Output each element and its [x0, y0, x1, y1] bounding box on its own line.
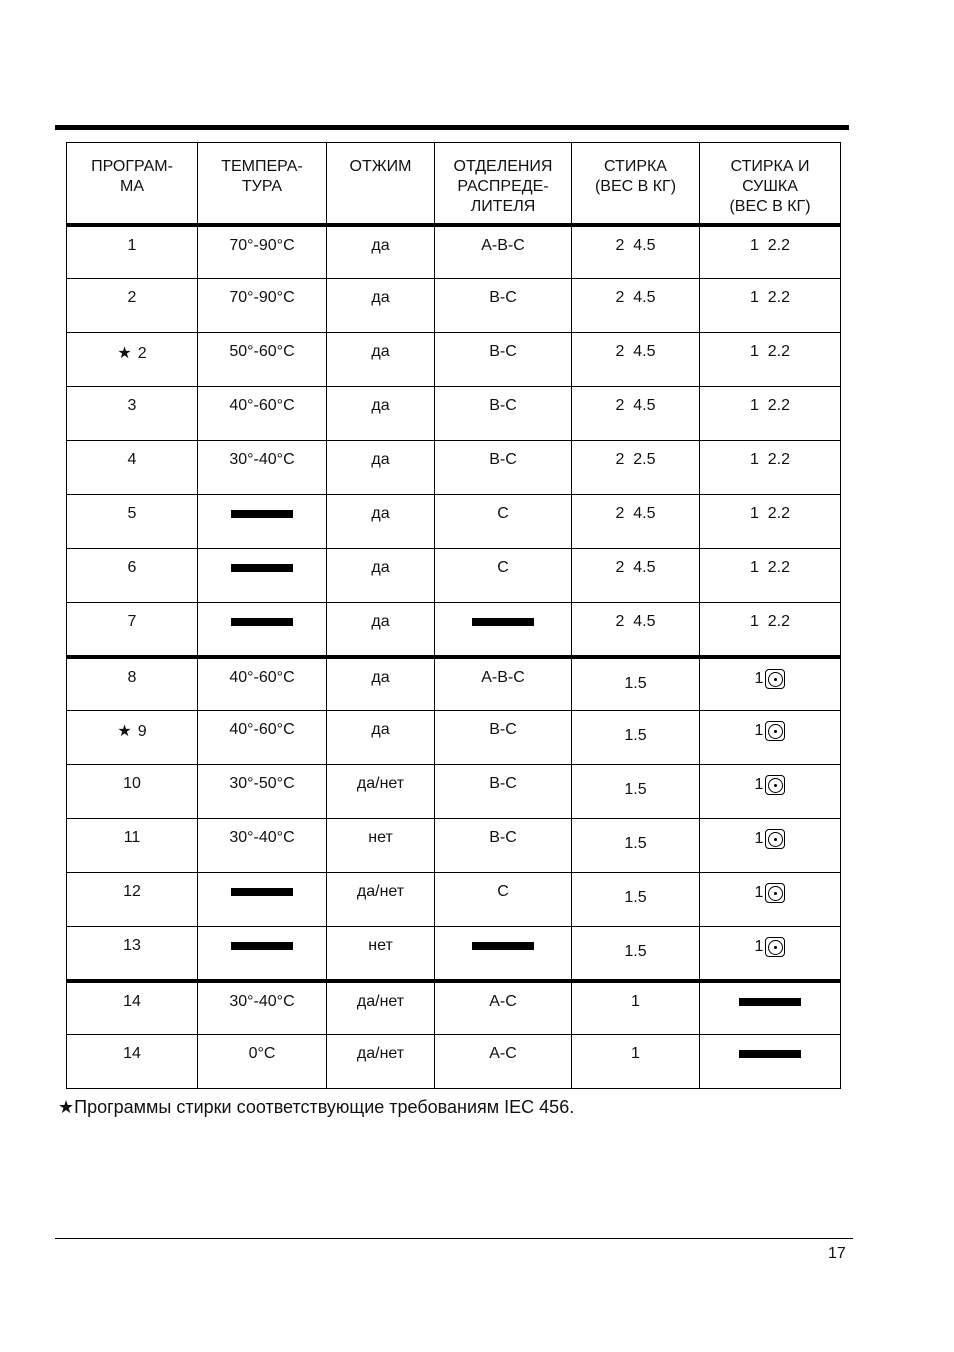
spin-value: да/нет: [356, 992, 405, 1010]
program-number: 11: [123, 829, 141, 846]
spin-value: да: [371, 289, 390, 306]
cell-spin: [327, 981, 435, 1035]
dryer-timer-icon: [765, 883, 785, 903]
header-program: ПРОГРАМ- МА: [67, 143, 198, 225]
compartments-value: A-C: [489, 1045, 517, 1062]
cell-spin: [327, 603, 435, 657]
cell-program: [67, 657, 198, 711]
spin-value: да: [371, 343, 390, 360]
spin-value: да: [371, 236, 390, 254]
program-number: 2: [137, 345, 147, 362]
table-row: [67, 279, 841, 333]
table-row: [67, 441, 841, 495]
footnote-text: Программы стирки соответствующие требованиям IEC 456.: [74, 1097, 575, 1117]
spin-value: да/нет: [356, 1045, 405, 1062]
cell-temperature: [198, 981, 327, 1035]
table-row: [67, 981, 841, 1035]
cell-wash-dry-load: [700, 657, 841, 711]
cell-wash-load: [572, 333, 700, 387]
table-row: [67, 927, 841, 981]
not-applicable-bar: [739, 1050, 801, 1058]
table-row: [67, 711, 841, 765]
star-icon: ★: [117, 723, 132, 740]
wash-load-value: 2 4.5: [615, 613, 656, 630]
cell-compartments: [435, 549, 572, 603]
table-row: [67, 225, 841, 279]
cell-spin: [327, 711, 435, 765]
wash-load-value: 1.5: [624, 943, 647, 960]
cell-wash-dry-load: [700, 603, 841, 657]
cell-spin: [327, 819, 435, 873]
program-number: 3: [127, 397, 137, 414]
dry-load-value: 1: [754, 722, 764, 739]
dry-load-value: 1 2.2: [749, 559, 791, 576]
compartments-value: B-C: [489, 397, 517, 414]
cell-temperature: [198, 711, 327, 765]
table-row: [67, 765, 841, 819]
wash-load-value: 2 4.5: [615, 397, 656, 414]
spin-value: да: [371, 559, 390, 576]
wash-load-value: 1.5: [624, 727, 647, 744]
dry-load-value: 1: [754, 669, 764, 687]
cell-wash-load: [572, 549, 700, 603]
table-row: [67, 495, 841, 549]
dry-load-value: 1: [754, 776, 764, 793]
program-number: 1: [127, 236, 137, 254]
cell-spin: [327, 927, 435, 981]
cell-program: [67, 495, 198, 549]
wash-load-value: 2 4.5: [615, 505, 656, 522]
spin-value: да: [371, 397, 390, 414]
wash-load-value: 1.5: [624, 889, 647, 906]
cell-program: [67, 1035, 198, 1089]
not-applicable-bar: [231, 942, 293, 950]
cell-program: [67, 927, 198, 981]
cell-wash-load: [572, 225, 700, 279]
compartments-value: C: [497, 883, 509, 900]
program-number: 8: [127, 668, 137, 686]
compartments-value: A-C: [489, 992, 517, 1010]
cell-spin: [327, 765, 435, 819]
dry-load-value: 1: [754, 884, 764, 901]
cell-compartments: [435, 711, 572, 765]
cell-spin: [327, 657, 435, 711]
compartments-value: C: [497, 559, 509, 576]
cell-program: [67, 279, 198, 333]
dryer-timer-icon: [765, 775, 785, 795]
cell-temperature: [198, 225, 327, 279]
cell-temperature: [198, 765, 327, 819]
spin-value: да/нет: [356, 775, 405, 792]
cell-compartments: [435, 333, 572, 387]
table-row: [67, 819, 841, 873]
cell-program: [67, 981, 198, 1035]
header-compartments: ОТДЕЛЕНИЯ РАСПРЕДЕ- ЛИТЕЛЯ: [435, 143, 572, 225]
cell-spin: [327, 333, 435, 387]
table-row: [67, 1035, 841, 1089]
temperature-value: 70°-90°C: [229, 236, 295, 254]
cell-program: [67, 603, 198, 657]
header-wash-dry-load: СТИРКА И СУШКА (ВЕС В КГ): [700, 143, 841, 225]
cell-wash-load: [572, 927, 700, 981]
dry-load-value: 1: [754, 830, 764, 847]
wash-load-value: 2 4.5: [615, 343, 656, 360]
wash-load-value: 1.5: [624, 835, 647, 852]
cell-temperature: [198, 819, 327, 873]
header-wash-load: СТИРКА (ВЕС В КГ): [572, 143, 700, 225]
wash-load-value: 2 2.5: [615, 451, 656, 468]
cell-spin: [327, 495, 435, 549]
compartments-value: A-B-C: [481, 668, 525, 686]
wash-load-value: 2 4.5: [615, 559, 656, 576]
page-number: 17: [828, 1245, 846, 1262]
cell-program: [67, 333, 198, 387]
temperature-value: 0°C: [248, 1045, 276, 1062]
cell-wash-dry-load: [700, 981, 841, 1035]
dry-load-with-timer: [755, 883, 786, 903]
cell-wash-dry-load: [700, 873, 841, 927]
cell-wash-dry-load: [700, 711, 841, 765]
table-row: [67, 873, 841, 927]
cell-compartments: [435, 981, 572, 1035]
temperature-value: 30°-40°C: [229, 451, 295, 468]
cell-compartments: [435, 279, 572, 333]
dry-load-value: 1 2.2: [749, 343, 791, 360]
cell-wash-dry-load: [700, 279, 841, 333]
table-row: [67, 333, 841, 387]
dry-load-value: 1: [754, 938, 764, 955]
cell-program: [67, 387, 198, 441]
dry-load-value: 1 2.2: [749, 236, 791, 254]
temperature-value: 40°-60°C: [229, 668, 295, 686]
cell-compartments: [435, 765, 572, 819]
cell-wash-dry-load: [700, 225, 841, 279]
wash-load-value: 1.5: [624, 781, 647, 798]
cell-spin: [327, 225, 435, 279]
cell-compartments: [435, 657, 572, 711]
cell-compartments: [435, 495, 572, 549]
dry-load-with-timer: [755, 937, 786, 957]
cell-spin: [327, 1035, 435, 1089]
temperature-value: 30°-40°C: [229, 992, 295, 1010]
cell-program: [67, 225, 198, 279]
dryer-timer-icon: [765, 721, 785, 741]
cell-temperature: [198, 441, 327, 495]
dry-load-value: 1 2.2: [749, 289, 791, 306]
not-applicable-bar: [231, 564, 293, 572]
compartments-value: B-C: [489, 829, 517, 846]
spin-value: нет: [368, 937, 393, 954]
cell-temperature: [198, 495, 327, 549]
cell-spin: [327, 441, 435, 495]
compartments-value: B-C: [489, 775, 517, 792]
star-icon: ★: [117, 345, 132, 362]
star-icon: ★: [58, 1097, 75, 1117]
spin-value: да/нет: [356, 883, 405, 900]
not-applicable-bar: [739, 998, 801, 1006]
cell-temperature: [198, 603, 327, 657]
dry-load-value: 1 2.2: [749, 505, 791, 522]
cell-wash-load: [572, 981, 700, 1035]
cell-wash-dry-load: [700, 765, 841, 819]
compartments-value: B-C: [489, 721, 517, 738]
cell-wash-dry-load: [700, 333, 841, 387]
cell-temperature: [198, 549, 327, 603]
dry-load-with-timer: [755, 669, 786, 689]
cell-wash-load: [572, 1035, 700, 1089]
table-row: [67, 549, 841, 603]
wash-load-value: 1: [631, 992, 640, 1010]
cell-compartments: [435, 1035, 572, 1089]
cell-spin: [327, 387, 435, 441]
wash-load-value: 1: [631, 1045, 640, 1062]
cell-compartments: [435, 387, 572, 441]
cell-wash-dry-load: [700, 549, 841, 603]
cell-program: [67, 711, 198, 765]
dry-load-value: 1 2.2: [749, 451, 791, 468]
table-row: [67, 387, 841, 441]
wash-load-value: 2 4.5: [615, 289, 656, 306]
compartments-value: A-B-C: [481, 236, 525, 254]
cell-wash-load: [572, 765, 700, 819]
table-row: [67, 657, 841, 711]
dry-load-value: 1 2.2: [749, 613, 791, 630]
temperature-value: 40°-60°C: [229, 397, 295, 414]
wash-load-value: 1.5: [624, 674, 647, 692]
spin-value: да: [371, 451, 390, 468]
cell-wash-dry-load: [700, 1035, 841, 1089]
cell-compartments: [435, 603, 572, 657]
cell-wash-load: [572, 873, 700, 927]
program-number: 14: [123, 1045, 141, 1062]
cell-temperature: [198, 333, 327, 387]
not-applicable-bar: [472, 618, 534, 626]
cell-wash-load: [572, 441, 700, 495]
cell-wash-dry-load: [700, 927, 841, 981]
program-number: 14: [123, 992, 141, 1010]
spin-value: да: [371, 721, 390, 738]
temperature-value: 30°-50°C: [229, 775, 295, 792]
program-number: 4: [127, 451, 137, 468]
cell-wash-dry-load: [700, 495, 841, 549]
programs-table: [66, 142, 841, 1089]
cell-wash-load: [572, 657, 700, 711]
compartments-value: B-C: [489, 289, 517, 306]
temperature-value: 30°-40°C: [229, 829, 295, 846]
program-number: 12: [123, 883, 141, 900]
cell-program: [67, 441, 198, 495]
cell-program: [67, 549, 198, 603]
program-number: 2: [127, 289, 137, 306]
dry-load-with-timer: [755, 775, 786, 795]
not-applicable-bar: [231, 510, 293, 518]
cell-wash-dry-load: [700, 819, 841, 873]
cell-temperature: [198, 1035, 327, 1089]
header-temperature: ТЕМПЕРА- ТУРА: [198, 143, 327, 225]
cell-compartments: [435, 873, 572, 927]
cell-program: [67, 765, 198, 819]
footnote: [58, 1097, 574, 1118]
cell-program: [67, 819, 198, 873]
spin-value: нет: [368, 829, 393, 846]
cell-spin: [327, 873, 435, 927]
not-applicable-bar: [472, 942, 534, 950]
program-number: 5: [127, 505, 137, 522]
cell-wash-load: [572, 495, 700, 549]
top-rule: [55, 125, 849, 130]
temperature-value: 50°-60°C: [229, 343, 295, 360]
wash-load-value: 2 4.5: [615, 236, 656, 254]
dryer-timer-icon: [765, 829, 785, 849]
cell-temperature: [198, 387, 327, 441]
program-number: 9: [137, 723, 147, 740]
table-header-row: [67, 143, 841, 225]
cell-compartments: [435, 927, 572, 981]
dry-load-with-timer: [755, 829, 786, 849]
compartments-value: B-C: [489, 451, 517, 468]
dryer-timer-icon: [765, 669, 785, 689]
program-number: 10: [123, 775, 141, 792]
cell-spin: [327, 279, 435, 333]
cell-compartments: [435, 819, 572, 873]
cell-temperature: [198, 657, 327, 711]
cell-wash-load: [572, 279, 700, 333]
spin-value: да: [371, 668, 390, 686]
cell-temperature: [198, 279, 327, 333]
not-applicable-bar: [231, 888, 293, 896]
program-number: 6: [127, 559, 137, 576]
cell-wash-load: [572, 711, 700, 765]
not-applicable-bar: [231, 618, 293, 626]
program-number: 13: [123, 937, 141, 954]
header-spin: ОТЖИМ: [327, 143, 435, 225]
cell-wash-dry-load: [700, 387, 841, 441]
compartments-value: C: [497, 505, 509, 522]
cell-program: [67, 873, 198, 927]
cell-wash-load: [572, 603, 700, 657]
cell-wash-dry-load: [700, 441, 841, 495]
cell-temperature: [198, 927, 327, 981]
spin-value: да: [371, 613, 390, 630]
dry-load-value: 1 2.2: [749, 397, 791, 414]
cell-spin: [327, 549, 435, 603]
compartments-value: B-C: [489, 343, 517, 360]
dryer-timer-icon: [765, 937, 785, 957]
cell-compartments: [435, 441, 572, 495]
program-number: 7: [127, 613, 137, 630]
temperature-value: 70°-90°C: [229, 289, 295, 306]
cell-compartments: [435, 225, 572, 279]
cell-wash-load: [572, 387, 700, 441]
cell-wash-load: [572, 819, 700, 873]
cell-temperature: [198, 873, 327, 927]
dry-load-with-timer: [755, 721, 786, 741]
table-row: [67, 603, 841, 657]
spin-value: да: [371, 505, 390, 522]
bottom-rule: [55, 1238, 853, 1239]
temperature-value: 40°-60°C: [229, 721, 295, 738]
